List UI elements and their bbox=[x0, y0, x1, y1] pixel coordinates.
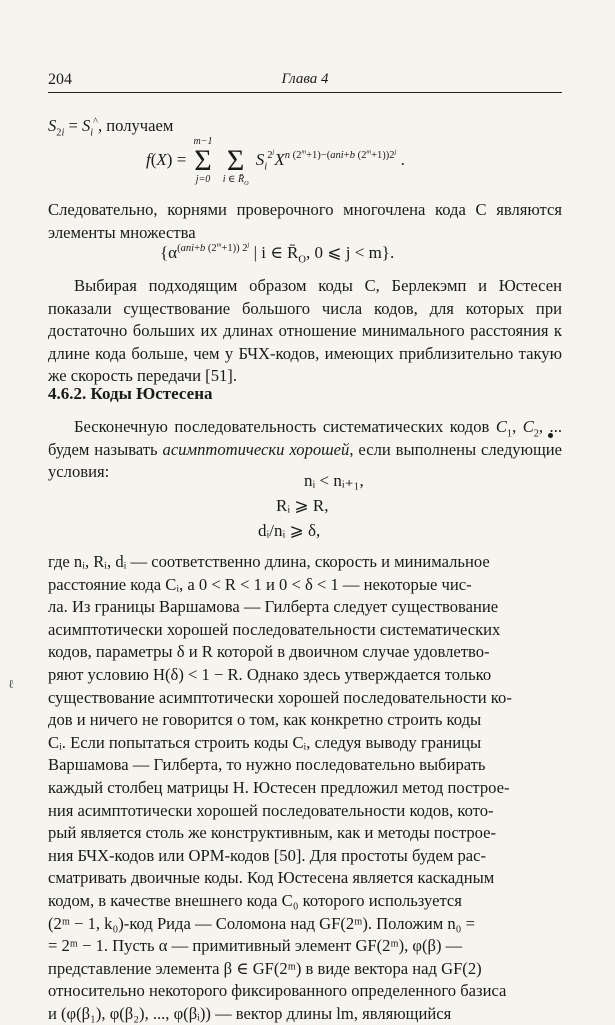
intro-text: получаем bbox=[106, 116, 174, 135]
body-line: Cᵢ. Если попытаться строить коды Cᵢ, следуя выводу границы bbox=[48, 732, 482, 752]
section-heading: 4.6.2. Коды Юстесена bbox=[48, 384, 213, 403]
body-line: (2ᵐ − 1, k₀)-код Рида — Соломона над GF(2ᵐ). Положим n₀ = bbox=[48, 913, 475, 933]
body-line: ния асимптотически хорошей последовательности кодов, кото- bbox=[48, 800, 494, 820]
sum-j: m−1 Σ j=0 bbox=[193, 136, 213, 185]
body-line: рый является столь же конструктивным, как и методы построе- bbox=[48, 823, 497, 843]
body-line: каждый столбец матрицы H. Юстесен предложил метод построе- bbox=[48, 777, 510, 797]
body-line: относительно некоторого фиксированного определенного базиса bbox=[48, 981, 507, 1001]
body-line: представление элемента β ∈ GF(2ᵐ) в виде вектора над GF(2) bbox=[48, 958, 482, 978]
body-line: асимптотически хорошей последовательности систематических bbox=[48, 619, 501, 639]
body-line: ла. Из границы Варшамова — Гилберта следует существование bbox=[48, 597, 499, 617]
condition-1: nᵢ < nᵢ₊₁, bbox=[304, 471, 364, 490]
main-paragraph bbox=[48, 551, 562, 1025]
condition-2: Rᵢ ⩾ R, bbox=[276, 496, 329, 515]
condition-3: dᵢ/nᵢ ⩾ δ, bbox=[258, 521, 321, 540]
intro-line: $S_{2i} = S_i^{\^{}}$, получаем bbox=[48, 116, 174, 139]
body-line: и (φ(β₁), φ(β₂), ..., φ(βᵢ)) — вектор длины lm, являющийся bbox=[48, 1003, 452, 1023]
chapter-title: Глава 4 bbox=[281, 71, 329, 87]
set-formula: {$\alpha^{(ani+b (2^m+1)) 2^j}$ | i ∈ $R̄_O$, 0 ⩽ j < m}. bbox=[160, 241, 395, 266]
page-number: 204 bbox=[48, 71, 72, 88]
body-line: расстояние кода Cᵢ, а 0 < R < 1 и 0 < δ < 1 — некоторые чис- bbox=[48, 574, 472, 594]
body-line: = 2ᵐ − 1. Пусть α — примитивный элемент GF(2ᵐ), φ(β) — bbox=[48, 936, 463, 956]
body-line: существование асимптотически хорошей последовательности ко- bbox=[48, 687, 512, 707]
running-header bbox=[48, 71, 562, 89]
sum-i: Σ i ∈ $R̄_O$ bbox=[222, 144, 249, 187]
body-line: ряют условию H(δ) < 1 − R. Однако здесь утверждается только bbox=[48, 664, 492, 684]
body-line: ния БЧХ-кодов или ОРМ-кодов [50]. Для простоты будем рас- bbox=[48, 845, 487, 865]
body-line: дов и ничего не говорится о том, как конкретно строить коды bbox=[48, 710, 482, 730]
paragraph-3: Бесконечную последовательность систематических кодов $C_1$, $C_2$, ... будем называть асимптотически хорошей, если выполнены следующие условия: bbox=[48, 417, 563, 482]
margin-mark: ℓ bbox=[8, 677, 14, 691]
paragraph-2: Выбирая подходящим образом коды C, Берлекэмп и Юстесен показали существование большого числа кодов, для которых при достаточно больших их длинах отношение минимального расстояния к длине кода больше, чем у БЧХ-кодов, имеющих приблизительно такую же скорость передачи [51]. bbox=[48, 276, 562, 386]
body-line: кодом, в качестве внешнего кода C₀ которого используется bbox=[48, 890, 462, 910]
formula-f: f(X) = m−1 Σ j=0 Σ i ∈ $R̄_O$ $S_i^{2^j}X^{n (2^m+1)-(ani+b (2^m+1))2^j}$ . bbox=[146, 136, 405, 187]
body-line: кодов, параметры δ и R которой в двоичном случае удовлетво- bbox=[48, 642, 490, 662]
paragraph-1: Следовательно, корнями проверочного многочлена кода C являются элементы множества bbox=[48, 200, 562, 242]
body-line: Варшамова — Гилберта, то нужно последовательно выбирать bbox=[48, 755, 486, 775]
body-line: сматривать двоичные коды. Код Юстесена является каскадным bbox=[48, 868, 495, 888]
header-rule bbox=[48, 92, 562, 93]
body-line: где nᵢ, Rᵢ, dᵢ — соответственно длина, скорость и минимальное bbox=[48, 552, 490, 571]
